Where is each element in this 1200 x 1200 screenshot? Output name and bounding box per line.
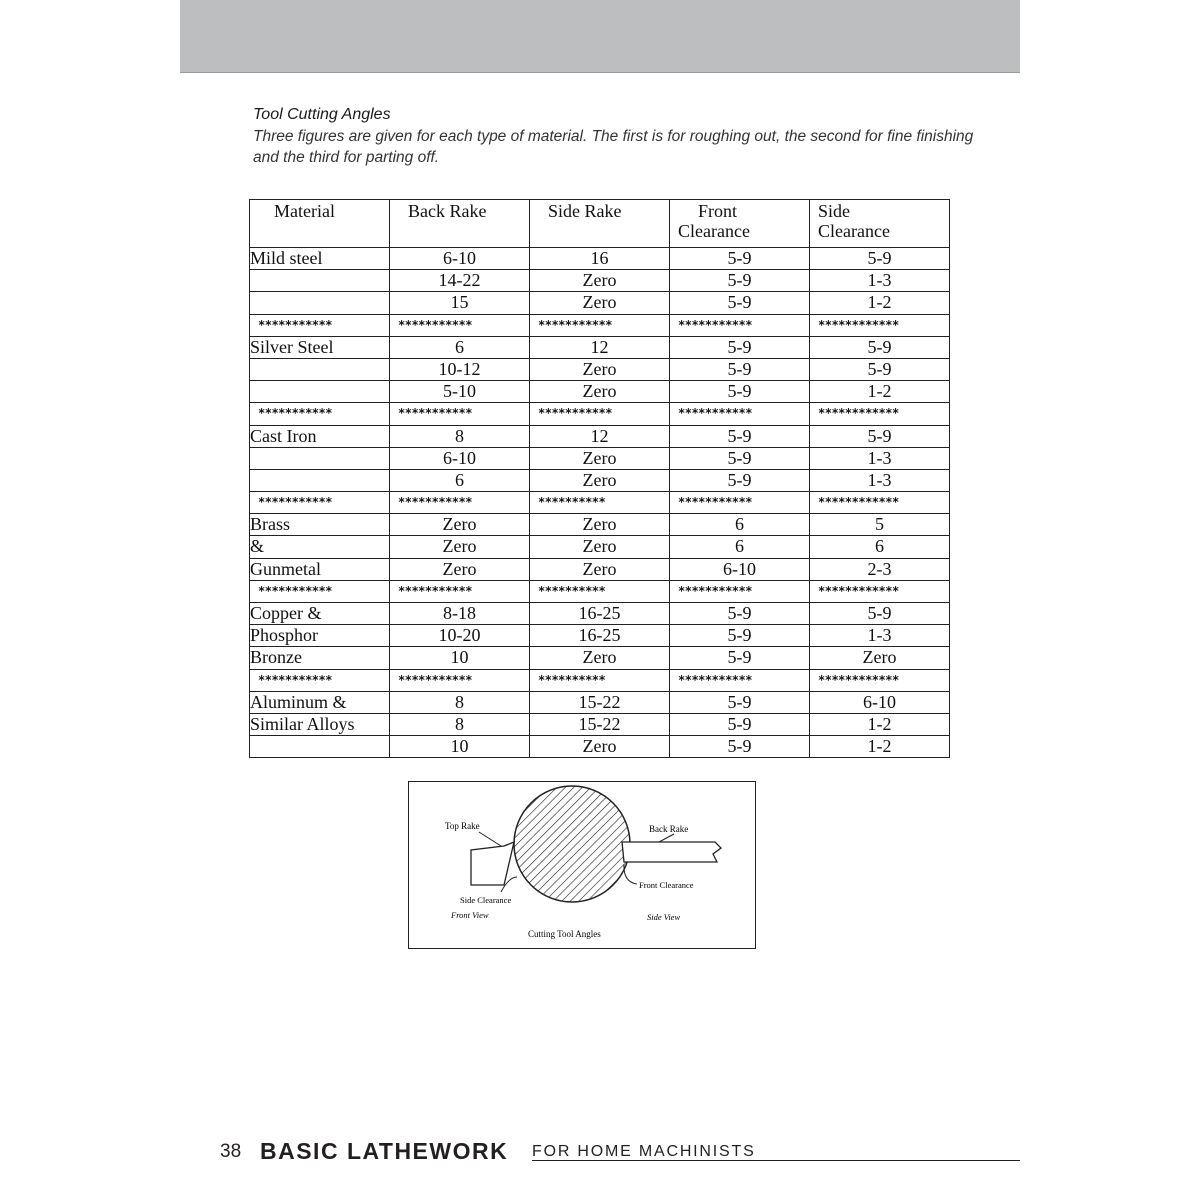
value-cell: ***********: [670, 492, 810, 514]
column-header: [530, 200, 670, 248]
value-cell: 5-9: [810, 248, 950, 270]
value-cell: 5-9: [670, 603, 810, 625]
material-cell: Mild steel: [250, 248, 390, 270]
value-cell: **********: [530, 492, 670, 514]
table-row: [250, 736, 950, 758]
separator-row: [250, 314, 950, 336]
value-cell: ************: [810, 403, 950, 425]
value-cell: Zero: [390, 514, 530, 536]
column-header-line: Back Rake: [408, 201, 487, 221]
value-cell: ***********: [390, 580, 530, 602]
value-cell: ***********: [670, 580, 810, 602]
separator-row: [250, 669, 950, 691]
value-cell: 5-9: [670, 469, 810, 491]
value-cell: 6: [390, 469, 530, 491]
back-rake-label: Back Rake: [649, 824, 689, 834]
value-cell: ***********: [670, 314, 810, 336]
front-view-tool: [471, 842, 514, 885]
table-row: [250, 558, 950, 580]
value-cell: 8-18: [390, 603, 530, 625]
column-header: [810, 200, 950, 248]
value-cell: Zero: [530, 469, 670, 491]
material-cell: [250, 469, 390, 491]
side-clearance-label: Side Clearance: [460, 895, 512, 905]
material-cell: Phosphor: [250, 625, 390, 647]
value-cell: 1-2: [810, 736, 950, 758]
material-cell: Aluminum &: [250, 691, 390, 713]
value-cell: 10: [390, 647, 530, 669]
table-row: [250, 536, 950, 558]
side-view-tool: [622, 842, 721, 862]
table-row: [250, 381, 950, 403]
value-cell: ***********: [670, 403, 810, 425]
value-cell: ***********: [670, 669, 810, 691]
top-rake-label: Top Rake: [445, 821, 480, 831]
table-row: [250, 358, 950, 380]
material-cell: ***********: [250, 314, 390, 336]
material-cell: Bronze: [250, 647, 390, 669]
value-cell: 15-22: [530, 691, 670, 713]
table-row: [250, 336, 950, 358]
value-cell: 5-9: [670, 248, 810, 270]
table-row: [250, 514, 950, 536]
value-cell: 15: [390, 292, 530, 314]
material-cell: Silver Steel: [250, 336, 390, 358]
value-cell: 10: [390, 736, 530, 758]
table-row: [250, 603, 950, 625]
material-cell: Brass: [250, 514, 390, 536]
book-subtitle: FOR HOME MACHINISTS: [532, 1143, 756, 1160]
value-cell: ************: [810, 669, 950, 691]
value-cell: 5: [810, 514, 950, 536]
value-cell: Zero: [530, 358, 670, 380]
value-cell: **********: [530, 580, 670, 602]
value-cell: 5-9: [670, 691, 810, 713]
value-cell: ***********: [390, 492, 530, 514]
column-header-line: Side: [818, 201, 851, 221]
material-cell: [250, 381, 390, 403]
value-cell: ***********: [390, 314, 530, 336]
value-cell: Zero: [530, 736, 670, 758]
column-header-line: Side Rake: [548, 201, 622, 221]
column-header: [390, 200, 530, 248]
value-cell: 5-10: [390, 381, 530, 403]
value-cell: 6: [390, 336, 530, 358]
value-cell: 1-3: [810, 469, 950, 491]
material-cell: [250, 292, 390, 314]
value-cell: 16: [530, 248, 670, 270]
value-cell: Zero: [810, 647, 950, 669]
material-cell: Gunmetal: [250, 558, 390, 580]
cutting-angles-table: [249, 199, 950, 758]
column-header-line: Clearance: [678, 221, 750, 241]
material-cell: Copper &: [250, 603, 390, 625]
material-cell: [250, 358, 390, 380]
table-row: [250, 248, 950, 270]
table-row: [250, 469, 950, 491]
material-cell: ***********: [250, 492, 390, 514]
value-cell: 10-12: [390, 358, 530, 380]
table-row: [250, 713, 950, 735]
value-cell: ***********: [530, 314, 670, 336]
value-cell: 12: [530, 336, 670, 358]
value-cell: 6: [670, 514, 810, 536]
value-cell: 8: [390, 713, 530, 735]
value-cell: 5-9: [670, 425, 810, 447]
material-cell: [250, 270, 390, 292]
table-body: [250, 248, 950, 758]
value-cell: Zero: [530, 514, 670, 536]
value-cell: 10-20: [390, 625, 530, 647]
value-cell: 1-2: [810, 713, 950, 735]
value-cell: ************: [810, 492, 950, 514]
separator-row: [250, 580, 950, 602]
value-cell: 14-22: [390, 270, 530, 292]
side-view-label: Side View: [647, 912, 681, 922]
value-cell: 5-9: [670, 625, 810, 647]
value-cell: 6-10: [390, 248, 530, 270]
material-cell: &: [250, 536, 390, 558]
table-row: [250, 292, 950, 314]
value-cell: 5-9: [670, 270, 810, 292]
value-cell: 8: [390, 425, 530, 447]
value-cell: 5-9: [810, 425, 950, 447]
value-cell: 16-25: [530, 603, 670, 625]
value-cell: 16-25: [530, 625, 670, 647]
value-cell: 15-22: [530, 713, 670, 735]
value-cell: 1-2: [810, 292, 950, 314]
material-cell: ***********: [250, 580, 390, 602]
column-header-line: Material: [274, 201, 335, 221]
value-cell: 6-10: [670, 558, 810, 580]
material-cell: [250, 447, 390, 469]
value-cell: 12: [530, 425, 670, 447]
value-cell: ***********: [390, 669, 530, 691]
value-cell: 5-9: [810, 603, 950, 625]
value-cell: 1-2: [810, 381, 950, 403]
book-title: BASIC LATHEWORK: [260, 1138, 509, 1164]
value-cell: 1-3: [810, 447, 950, 469]
value-cell: 6-10: [390, 447, 530, 469]
value-cell: Zero: [530, 558, 670, 580]
table-row: [250, 425, 950, 447]
value-cell: ************: [810, 314, 950, 336]
value-cell: Zero: [390, 536, 530, 558]
value-cell: 5-9: [810, 336, 950, 358]
value-cell: Zero: [530, 292, 670, 314]
page-header-band: [180, 0, 1020, 73]
value-cell: 6: [670, 536, 810, 558]
value-cell: Zero: [530, 270, 670, 292]
workpiece-section: [514, 786, 630, 902]
value-cell: Zero: [530, 381, 670, 403]
value-cell: 6: [810, 536, 950, 558]
material-cell: ***********: [250, 669, 390, 691]
value-cell: 5-9: [670, 358, 810, 380]
separator-row: [250, 492, 950, 514]
column-header: [250, 200, 390, 248]
table-row: [250, 647, 950, 669]
section-intro: Three figures are given for each type of material. The first is for roughing out, the second for fine finishing and the third for parting off.: [253, 128, 974, 166]
value-cell: ***********: [530, 403, 670, 425]
table-row: [250, 691, 950, 713]
value-cell: 5-9: [670, 292, 810, 314]
value-cell: ***********: [390, 403, 530, 425]
column-header-line: Front: [698, 201, 738, 221]
value-cell: 5-9: [670, 447, 810, 469]
diagram-caption: Cutting Tool Angles: [528, 929, 601, 939]
material-cell: Similar Alloys: [250, 713, 390, 735]
value-cell: 5-9: [670, 713, 810, 735]
value-cell: 5-9: [810, 358, 950, 380]
cutting-tool-angles-diagram: [408, 781, 756, 949]
tool-angles-illustration: [409, 782, 755, 948]
value-cell: 8: [390, 691, 530, 713]
material-cell: ***********: [250, 403, 390, 425]
value-cell: Zero: [530, 536, 670, 558]
front-view-label: Front View: [451, 910, 489, 920]
table-header-row: [250, 200, 950, 248]
value-cell: Zero: [530, 447, 670, 469]
material-cell: Cast Iron: [250, 425, 390, 447]
table-row: [250, 625, 950, 647]
table-row: [250, 447, 950, 469]
material-cell: [250, 736, 390, 758]
column-header: [670, 200, 810, 248]
value-cell: 5-9: [670, 381, 810, 403]
column-header-line: Clearance: [818, 221, 890, 241]
table-row: [250, 270, 950, 292]
value-cell: 5-9: [670, 336, 810, 358]
value-cell: 5-9: [670, 647, 810, 669]
footer-rule: [532, 1160, 1020, 1161]
section-title: Tool Cutting Angles: [253, 106, 391, 123]
value-cell: Zero: [390, 558, 530, 580]
front-clearance-label: Front Clearance: [639, 880, 694, 890]
value-cell: 6-10: [810, 691, 950, 713]
value-cell: 1-3: [810, 625, 950, 647]
value-cell: 2-3: [810, 558, 950, 580]
value-cell: ************: [810, 580, 950, 602]
value-cell: 1-3: [810, 270, 950, 292]
value-cell: 5-9: [670, 736, 810, 758]
separator-row: [250, 403, 950, 425]
page-number: 38: [220, 1141, 242, 1162]
value-cell: **********: [530, 669, 670, 691]
value-cell: Zero: [530, 647, 670, 669]
